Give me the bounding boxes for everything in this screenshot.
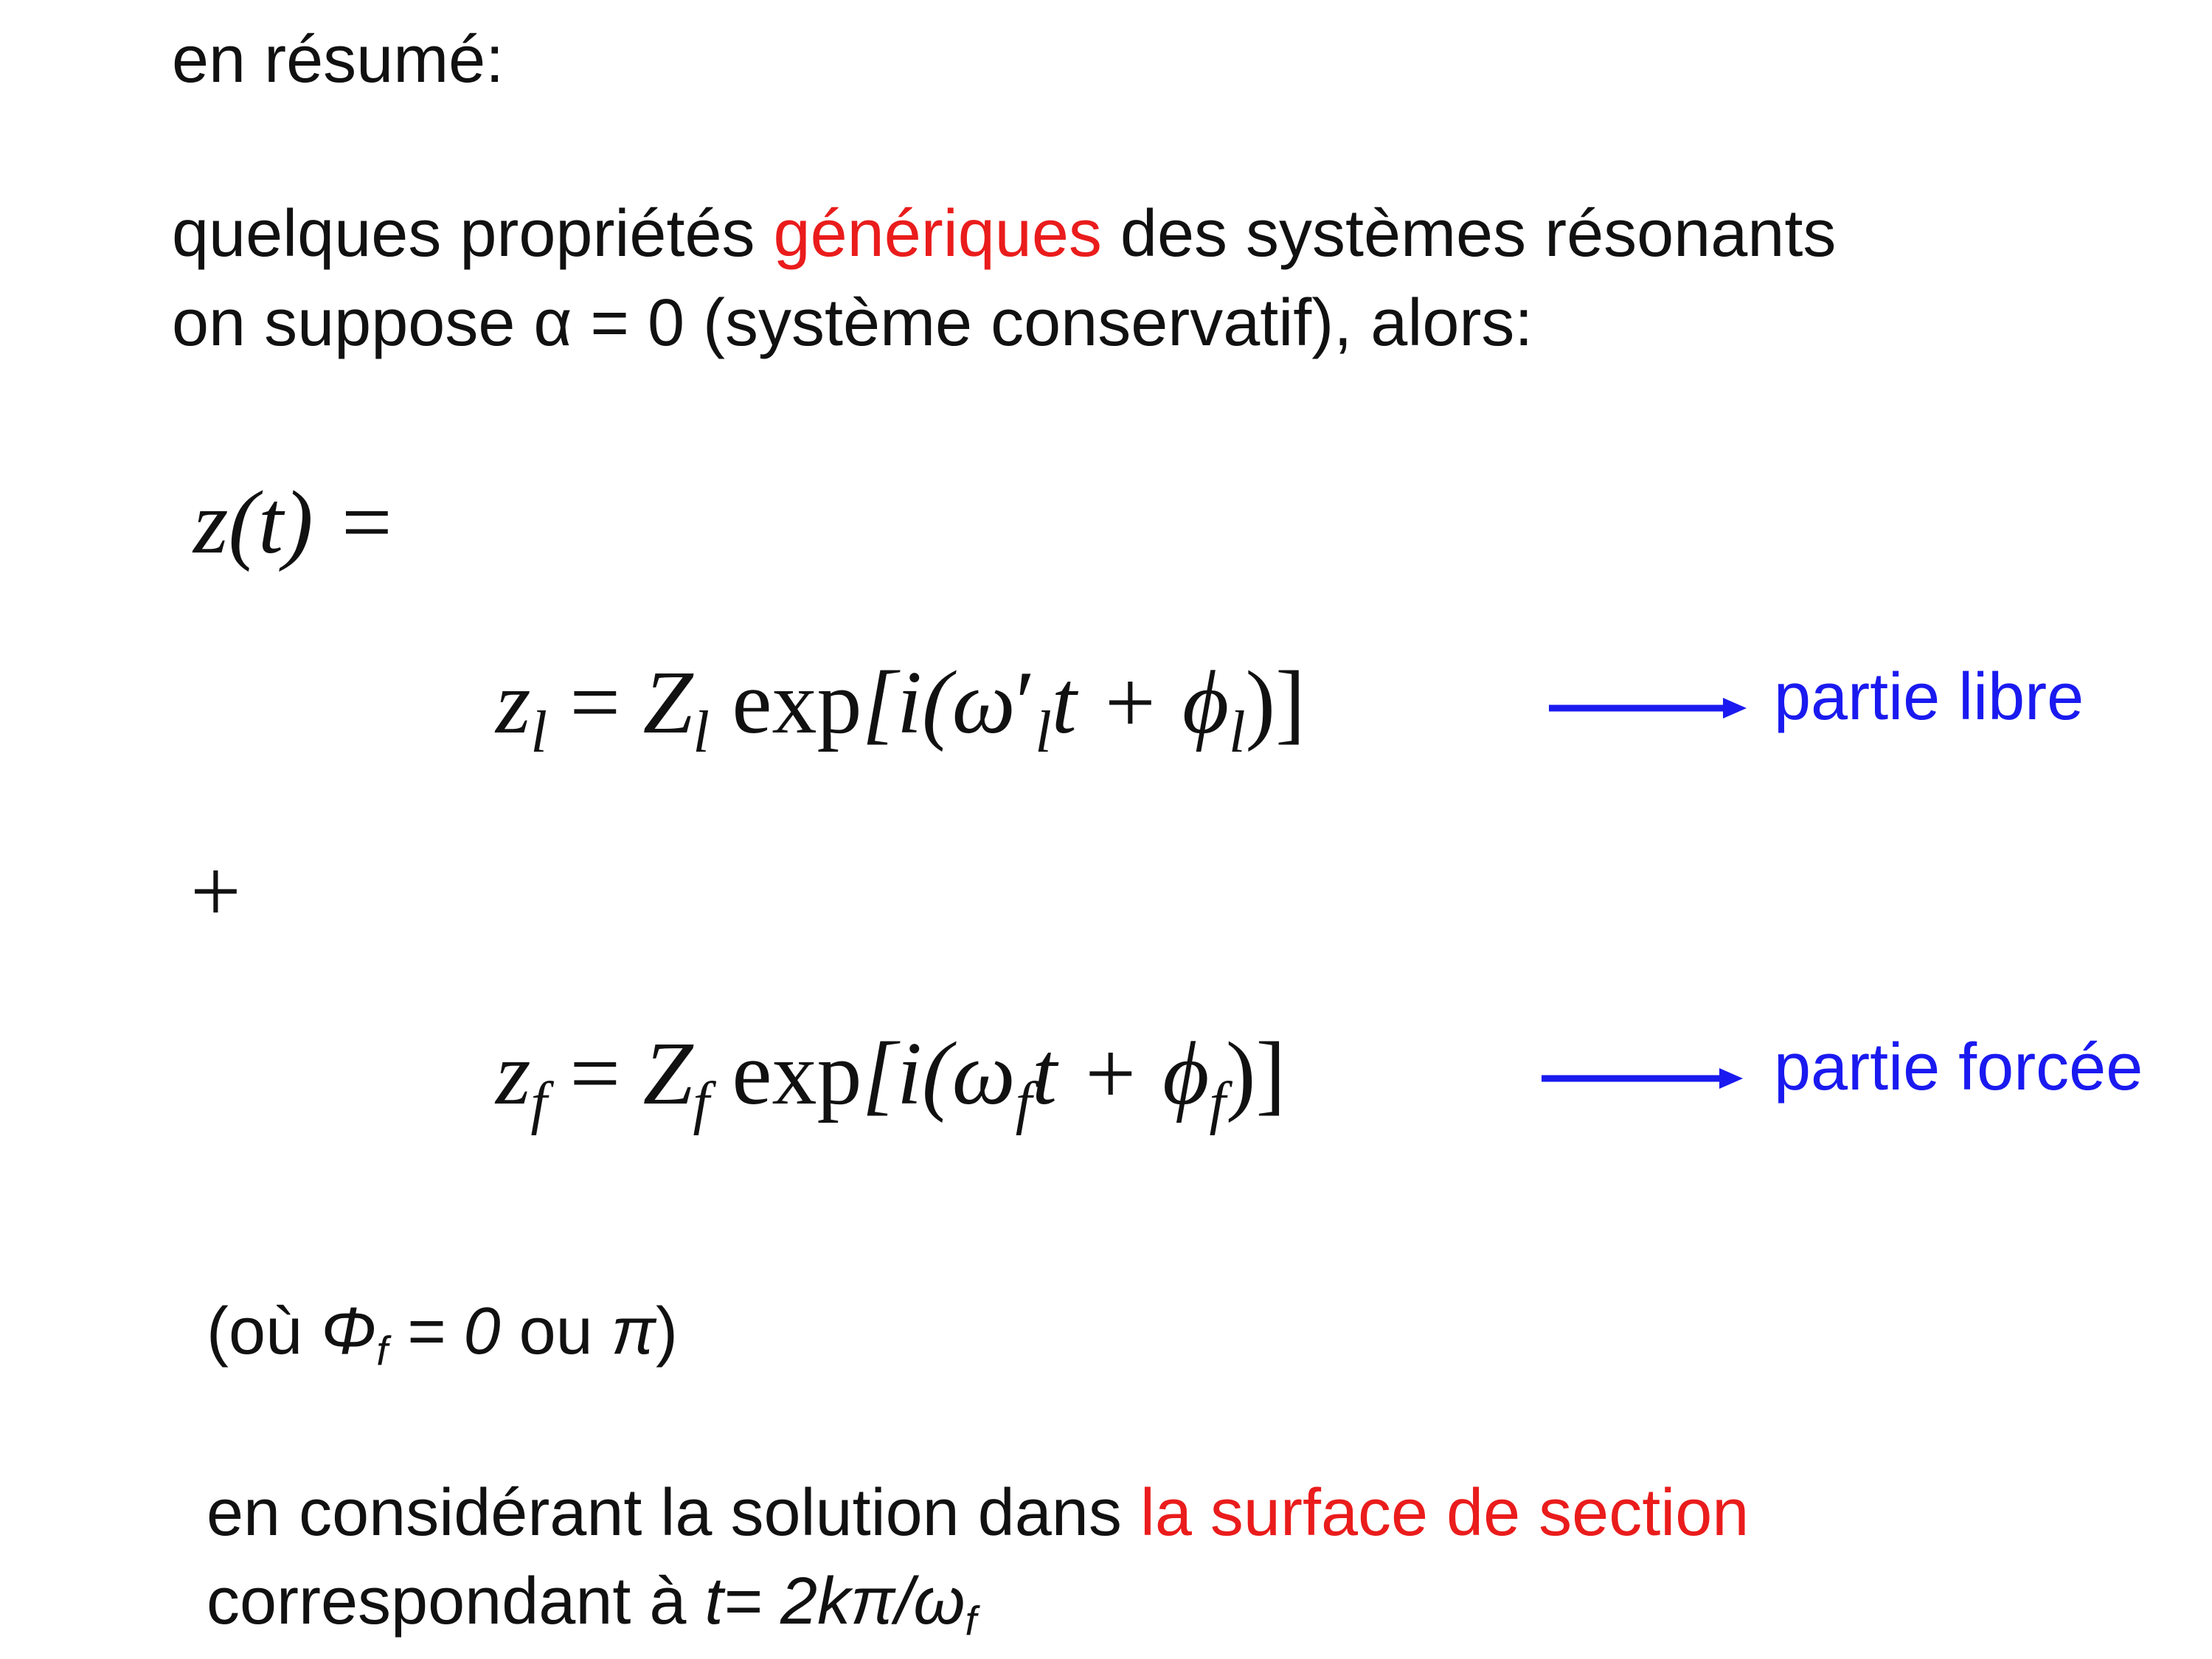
eq-free-omega-sub: l xyxy=(1035,699,1052,765)
phase-note-phi: Φ xyxy=(321,1295,377,1368)
highlight-surface-de-section: la surface de section xyxy=(1140,1476,1750,1550)
equation-lhs xyxy=(193,473,397,572)
intro-line-1 xyxy=(172,197,1837,271)
eq-free-exp: exp xyxy=(709,653,862,752)
eq-forced-equals: = xyxy=(547,1024,643,1123)
label-partie-forcee: partie forcée xyxy=(1774,1031,2143,1104)
eq-forced-phi-sub: f xyxy=(1209,1070,1226,1136)
phase-note-pi: π xyxy=(611,1295,656,1368)
phase-note xyxy=(207,1295,678,1374)
eq-forced-close: )] xyxy=(1225,1024,1286,1123)
eq-free-amplitude: Z xyxy=(642,653,693,752)
equation-free-part xyxy=(496,653,1306,765)
phase-note-ou: ou xyxy=(500,1295,611,1368)
eq-free-z: z xyxy=(496,653,531,752)
conclusion-text: en considérant la solution dans xyxy=(207,1476,1140,1550)
eq-forced-z: z xyxy=(496,1024,531,1123)
intro-text: quelques propriétés xyxy=(172,197,774,271)
phase-note-phi-sub: f xyxy=(376,1327,388,1374)
intro-text-end: des systèmes résonants xyxy=(1101,197,1837,271)
phase-note-open: (où xyxy=(207,1295,322,1368)
equation-lhs-text: z(t) = xyxy=(193,473,397,572)
eq-forced-omega-sub: f xyxy=(1015,1070,1033,1136)
conclusion-time-formula: t= 2kπ/ω xyxy=(704,1565,965,1638)
highlight-generiques: génériques xyxy=(773,197,1102,271)
equation-forced-part xyxy=(496,1024,1286,1136)
eq-forced-amplitude-sub: f xyxy=(693,1070,710,1136)
heading: en résumé: xyxy=(172,23,505,97)
eq-free-prime: ′ xyxy=(1015,653,1036,752)
phase-note-equals: = 0 xyxy=(387,1295,501,1368)
eq-free-phi-sub: l xyxy=(1229,699,1246,765)
eq-forced-amplitude: Z xyxy=(642,1024,693,1123)
arrow-right-icon xyxy=(1542,1064,1744,1093)
conclusion-text-2: correspondant à xyxy=(207,1565,705,1638)
label-partie-libre: partie libre xyxy=(1774,660,2084,734)
arrow-right-icon xyxy=(1549,693,1748,723)
eq-free-equals: = xyxy=(547,653,643,752)
eq-free-amplitude-sub: l xyxy=(693,699,710,765)
eq-free-z-sub: l xyxy=(530,699,547,765)
eq-forced-open: [i(ω xyxy=(861,1024,1016,1123)
conclusion-line-1 xyxy=(207,1476,1750,1550)
phase-note-close: ) xyxy=(655,1295,678,1368)
eq-free-open: [i(ω xyxy=(861,653,1016,752)
conclusion-line-2 xyxy=(207,1565,977,1644)
eq-forced-t-plus-phi: t + ϕ xyxy=(1032,1024,1210,1123)
eq-forced-z-sub: f xyxy=(530,1070,547,1136)
intro-line-2: on suppose α = 0 (système conservatif), alors: xyxy=(172,286,1533,360)
eq-free-t-plus-phi: t + ϕ xyxy=(1051,653,1230,752)
eq-forced-exp: exp xyxy=(709,1024,862,1123)
equation-plus: + xyxy=(190,842,241,941)
conclusion-formula-sub: f xyxy=(965,1597,977,1644)
eq-free-close: )] xyxy=(1245,653,1306,752)
